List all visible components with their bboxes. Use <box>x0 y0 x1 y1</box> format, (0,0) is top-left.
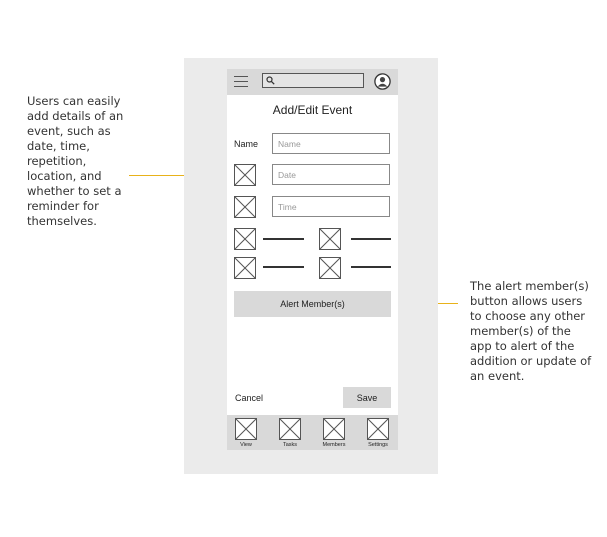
members-nav-icon <box>323 418 345 440</box>
nav-label: Tasks <box>282 442 298 448</box>
alert-members-button[interactable]: Alert Member(s) <box>234 291 391 317</box>
option-checkbox-icon[interactable] <box>234 257 256 279</box>
option-text-line <box>263 238 304 240</box>
page-title: Add/Edit Event <box>272 103 353 117</box>
nav-item-tasks[interactable] <box>275 418 305 448</box>
left-annotation: Users can easily add details of an event, such as date, time, repetition, location, and whether to set a reminder for themselves. <box>27 94 124 228</box>
settings-nav-icon <box>367 418 389 440</box>
name-field[interactable] <box>273 135 389 154</box>
date-field[interactable] <box>273 166 389 185</box>
view-nav-icon <box>235 418 257 440</box>
tasks-nav-icon <box>279 418 301 440</box>
right-annotation: The alert member(s) button allows users to choose any other member(s) of the app to alert of the addition or update of an event. <box>470 279 592 383</box>
nav-label: View <box>240 442 252 448</box>
option-text-line <box>351 266 391 268</box>
time-field-wrap <box>272 196 390 217</box>
top-bar <box>227 69 398 95</box>
phone-screen <box>227 69 398 450</box>
search-input[interactable] <box>262 73 364 88</box>
option-text-line <box>263 266 304 268</box>
hamburger-icon[interactable] <box>234 76 248 87</box>
time-image-placeholder-icon <box>234 196 256 218</box>
option-checkbox-icon[interactable] <box>319 228 341 250</box>
user-avatar-icon[interactable] <box>374 73 391 90</box>
date-image-placeholder-icon <box>234 164 256 186</box>
option-checkbox-icon[interactable] <box>319 257 341 279</box>
cancel-button[interactable]: Cancel <box>235 393 264 403</box>
save-button[interactable]: Save <box>343 387 391 408</box>
nav-item-view[interactable] <box>231 418 261 448</box>
name-field-wrap <box>272 133 390 154</box>
nav-item-settings[interactable] <box>363 418 393 448</box>
nav-item-members[interactable] <box>319 418 349 448</box>
option-checkbox-icon[interactable] <box>234 228 256 250</box>
time-field[interactable] <box>273 198 389 217</box>
option-text-line <box>351 238 391 240</box>
name-label: Name <box>234 139 259 149</box>
bottom-nav <box>227 415 398 450</box>
search-icon <box>266 76 275 85</box>
nav-label: Members <box>322 442 346 448</box>
date-field-wrap <box>272 164 390 185</box>
nav-label: Settings <box>368 442 388 448</box>
